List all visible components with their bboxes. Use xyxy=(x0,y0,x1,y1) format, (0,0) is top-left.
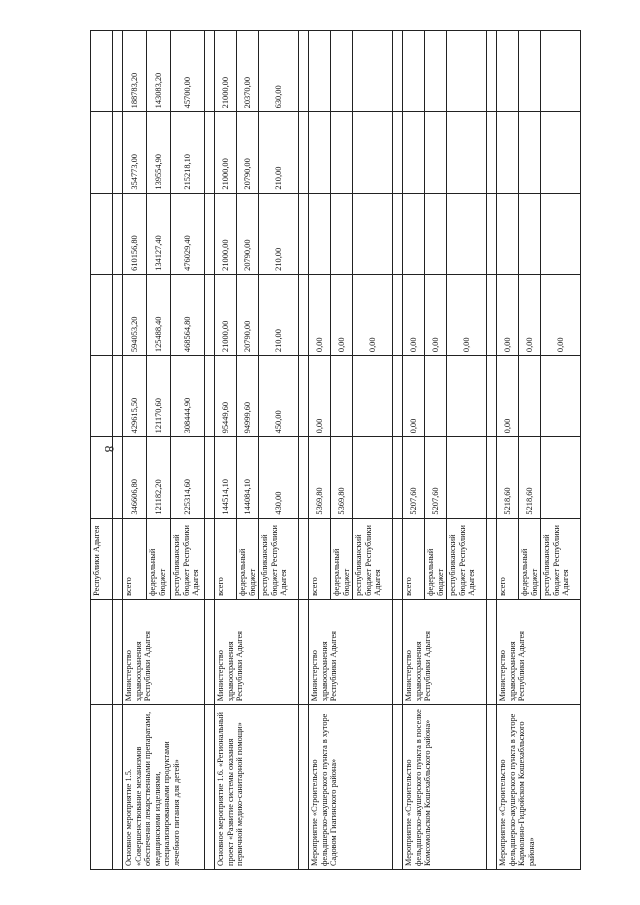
funding-source: республиканский бюджет Республики Адыгея xyxy=(541,518,581,599)
amount-cell: 0,00 xyxy=(403,356,425,437)
funding-source: республиканский бюджет Республики Адыгея xyxy=(259,518,299,599)
amount-cell: 21000,00 xyxy=(215,193,237,274)
header-gap xyxy=(91,112,113,193)
table-row xyxy=(309,31,331,870)
funding-source: федеральный бюджет xyxy=(237,518,259,599)
amount-cell: 20790,00 xyxy=(237,112,259,193)
amount-cell xyxy=(497,112,519,193)
header-row xyxy=(91,31,113,870)
amount-cell: 121182,20 xyxy=(147,437,171,518)
header-gap xyxy=(91,193,113,274)
amount-cell xyxy=(425,31,447,112)
amount-cell: 0,00 xyxy=(447,274,487,355)
gap-cell xyxy=(487,193,497,274)
amount-cell: 346606,80 xyxy=(123,437,147,518)
amount-cell: 5369,80 xyxy=(331,437,353,518)
amount-cell xyxy=(403,112,425,193)
gap-cell xyxy=(113,193,123,274)
budget-table xyxy=(90,30,581,870)
gap-cell xyxy=(487,274,497,355)
measure-name: Мероприятие «Строительство фельдшерско-акушерского пункта в хуторе Садовом Гиагинского района» xyxy=(309,705,393,870)
table-row xyxy=(215,31,237,870)
amount-cell: 610156,80 xyxy=(123,193,147,274)
amount-cell: 95449,60 xyxy=(215,356,237,437)
amount-cell xyxy=(309,112,331,193)
amount-cell xyxy=(541,356,581,437)
amount-cell: 94999,60 xyxy=(237,356,259,437)
executor: Министерство здравоохранения Республики Адыгея xyxy=(497,599,581,704)
amount-cell xyxy=(331,356,353,437)
amount-cell: 476029,40 xyxy=(171,193,205,274)
gap-cell xyxy=(113,705,123,870)
amount-cell: 45700,00 xyxy=(171,31,205,112)
amount-cell: 0,00 xyxy=(541,274,581,355)
executor: Министерство здравоохранения Республики Адыгея xyxy=(309,599,393,704)
amount-cell xyxy=(331,31,353,112)
amount-cell xyxy=(541,112,581,193)
gap-cell xyxy=(487,705,497,870)
gap-cell xyxy=(205,518,215,599)
table-row xyxy=(497,31,519,870)
amount-cell: 0,00 xyxy=(425,274,447,355)
funding-source: всего xyxy=(215,518,237,599)
section-gap-row xyxy=(205,31,215,870)
gap-cell xyxy=(205,112,215,193)
amount-cell xyxy=(403,193,425,274)
amount-cell: 144514,10 xyxy=(215,437,237,518)
gap-cell xyxy=(113,112,123,193)
amount-cell xyxy=(353,112,393,193)
amount-cell: 354773,00 xyxy=(123,112,147,193)
amount-cell: 5218,60 xyxy=(519,437,541,518)
gap-cell xyxy=(205,356,215,437)
amount-cell xyxy=(519,31,541,112)
gap-cell xyxy=(299,437,309,518)
gap-cell xyxy=(487,356,497,437)
amount-cell: 630,00 xyxy=(259,31,299,112)
amount-cell: 5218,60 xyxy=(497,437,519,518)
header-source: Республики Адыгея xyxy=(91,518,113,599)
amount-cell xyxy=(519,193,541,274)
gap-cell xyxy=(113,31,123,112)
amount-cell: 225314,60 xyxy=(171,437,205,518)
funding-source: республиканский бюджет Республики Адыгея xyxy=(447,518,487,599)
amount-cell xyxy=(353,31,393,112)
gap-cell xyxy=(393,599,403,704)
amount-cell xyxy=(309,193,331,274)
gap-cell xyxy=(487,518,497,599)
funding-source: федеральный бюджет xyxy=(425,518,447,599)
amount-cell xyxy=(331,112,353,193)
executor: Министерство здравоохранения Республики Адыгея xyxy=(123,599,205,704)
gap-cell xyxy=(393,356,403,437)
amount-cell xyxy=(519,112,541,193)
gap-cell xyxy=(487,437,497,518)
gap-cell xyxy=(393,112,403,193)
amount-cell xyxy=(309,31,331,112)
amount-cell: 429615,50 xyxy=(123,356,147,437)
amount-cell: 0,00 xyxy=(309,274,331,355)
gap-cell xyxy=(205,437,215,518)
measure-name: Основное мероприятие 1.5. «Совершенствование механизмов обеспечения лекарственными препаратами, медицинскими изделиями, специализированными продуктами лечебного питания для детей» xyxy=(123,705,205,870)
amount-cell: 144084,10 xyxy=(237,437,259,518)
amount-cell: 20790,00 xyxy=(237,274,259,355)
amount-cell: 468564,80 xyxy=(171,274,205,355)
measure-name: Основное мероприятие 1.6. «Региональный проект «Развитие системы оказания первичной медико-санитарной помощи» xyxy=(215,705,299,870)
funding-source: всего xyxy=(309,518,331,599)
gap-cell xyxy=(299,599,309,704)
amount-cell xyxy=(353,437,393,518)
amount-cell: 0,00 xyxy=(403,274,425,355)
gap-cell xyxy=(487,112,497,193)
funding-source: всего xyxy=(123,518,147,599)
amount-cell xyxy=(425,193,447,274)
amount-cell: 188783,20 xyxy=(123,31,147,112)
amount-cell xyxy=(425,356,447,437)
amount-cell: 210,00 xyxy=(259,112,299,193)
rotated-table-wrapper xyxy=(90,30,571,870)
amount-cell: 121170,60 xyxy=(147,356,171,437)
amount-cell xyxy=(541,437,581,518)
funding-source: всего xyxy=(403,518,425,599)
amount-cell: 210,00 xyxy=(259,274,299,355)
amount-cell: 21000,00 xyxy=(215,31,237,112)
gap-cell xyxy=(393,705,403,870)
gap-cell xyxy=(393,193,403,274)
funding-source: федеральный бюджет xyxy=(331,518,353,599)
amount-cell: 5369,80 xyxy=(309,437,331,518)
amount-cell: 21000,00 xyxy=(215,112,237,193)
amount-cell xyxy=(541,31,581,112)
amount-cell xyxy=(519,356,541,437)
gap-cell xyxy=(393,437,403,518)
amount-cell xyxy=(497,31,519,112)
gap-cell xyxy=(113,356,123,437)
section-gap-row xyxy=(393,31,403,870)
table-body xyxy=(91,31,581,870)
section-gap-row xyxy=(113,31,123,870)
amount-cell: 215218,10 xyxy=(171,112,205,193)
amount-cell: 5207,60 xyxy=(403,437,425,518)
amount-cell xyxy=(497,193,519,274)
amount-cell: 20370,00 xyxy=(237,31,259,112)
amount-cell xyxy=(353,356,393,437)
page-number: 8 xyxy=(102,445,117,453)
amount-cell: 450,00 xyxy=(259,356,299,437)
gap-cell xyxy=(205,599,215,704)
header-gap xyxy=(91,274,113,355)
gap-cell xyxy=(487,599,497,704)
gap-cell xyxy=(299,356,309,437)
amount-cell: 134127,40 xyxy=(147,193,171,274)
amount-cell xyxy=(447,356,487,437)
gap-cell xyxy=(299,274,309,355)
section-gap-row xyxy=(299,31,309,870)
funding-source: республиканский бюджет Республики Адыгея xyxy=(171,518,205,599)
amount-cell: 0,00 xyxy=(497,274,519,355)
amount-cell xyxy=(403,31,425,112)
gap-cell xyxy=(299,193,309,274)
gap-cell xyxy=(393,31,403,112)
funding-source: федеральный бюджет xyxy=(519,518,541,599)
table-row xyxy=(403,31,425,870)
amount-cell: 594053,20 xyxy=(123,274,147,355)
header-gap xyxy=(91,437,113,518)
amount-cell: 139554,90 xyxy=(147,112,171,193)
gap-cell xyxy=(113,599,123,704)
amount-cell xyxy=(447,437,487,518)
amount-cell: 0,00 xyxy=(519,274,541,355)
amount-cell xyxy=(425,112,447,193)
amount-cell: 0,00 xyxy=(353,274,393,355)
amount-cell: 0,00 xyxy=(331,274,353,355)
gap-cell xyxy=(487,31,497,112)
funding-source: федеральный бюджет xyxy=(147,518,171,599)
amount-cell xyxy=(331,193,353,274)
amount-cell: 5207,60 xyxy=(425,437,447,518)
gap-cell xyxy=(205,274,215,355)
header-gap xyxy=(91,31,113,112)
funding-source: всего xyxy=(497,518,519,599)
amount-cell: 21000,00 xyxy=(215,274,237,355)
amount-cell xyxy=(541,193,581,274)
amount-cell: 0,00 xyxy=(309,356,331,437)
amount-cell: 143083,20 xyxy=(147,31,171,112)
gap-cell xyxy=(299,705,309,870)
amount-cell: 20790,00 xyxy=(237,193,259,274)
amount-cell xyxy=(447,193,487,274)
amount-cell xyxy=(353,193,393,274)
amount-cell: 210,00 xyxy=(259,193,299,274)
gap-cell xyxy=(113,518,123,599)
gap-cell xyxy=(393,274,403,355)
amount-cell: 430,00 xyxy=(259,437,299,518)
gap-cell xyxy=(205,31,215,112)
executor: Министерство здравоохранения Республики Адыгея xyxy=(215,599,299,704)
gap-cell xyxy=(205,705,215,870)
gap-cell xyxy=(299,518,309,599)
gap-cell xyxy=(113,274,123,355)
gap-cell xyxy=(113,437,123,518)
measure-name: Мероприятие «Строительство фельдшерско-акушерского пункта в хуторе Кармолино-Гидройском Кошехабльского района» xyxy=(497,705,581,870)
amount-cell: 0,00 xyxy=(497,356,519,437)
section-gap-row xyxy=(487,31,497,870)
header-gap xyxy=(91,356,113,437)
executor: Министерство здравоохранения Республики Адыгея xyxy=(403,599,487,704)
funding-source: республиканский бюджет Республики Адыгея xyxy=(353,518,393,599)
gap-cell xyxy=(393,518,403,599)
header-gap xyxy=(91,705,113,870)
amount-cell: 125488,40 xyxy=(147,274,171,355)
amount-cell: 308444,90 xyxy=(171,356,205,437)
gap-cell xyxy=(205,193,215,274)
gap-cell xyxy=(299,31,309,112)
amount-cell xyxy=(447,112,487,193)
table-row xyxy=(123,31,147,870)
header-gap xyxy=(91,599,113,704)
gap-cell xyxy=(299,112,309,193)
measure-name: Мероприятие «Строительство фельдшерско-акушерского пункта в поселке Комсомольском Кошехабльского района» xyxy=(403,705,487,870)
amount-cell xyxy=(447,31,487,112)
